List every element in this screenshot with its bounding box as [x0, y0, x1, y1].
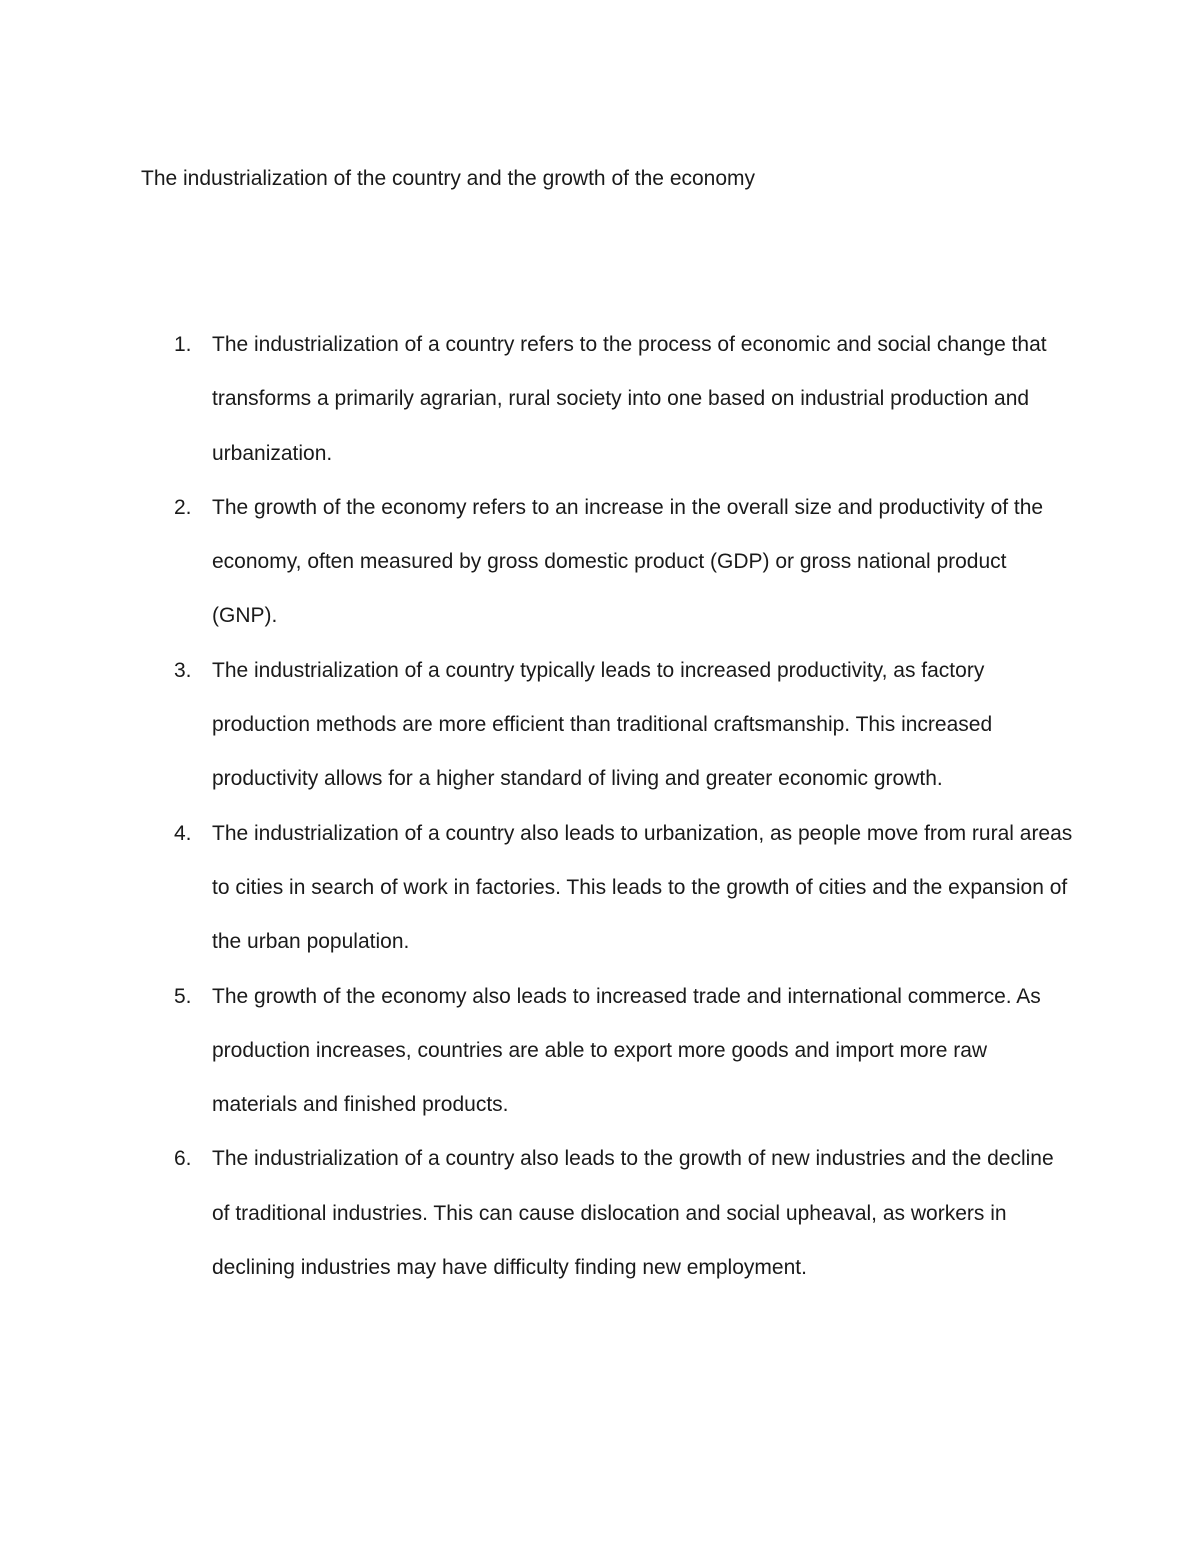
list-item-number: 3.	[174, 658, 192, 682]
list-item	[174, 1132, 1074, 1295]
list-item-number: 4.	[174, 821, 192, 845]
list-item-text: The growth of the economy refers to an increase in the overall size and productivity of the economy, often measured by gross domestic product (GDP) or gross national product (GNP).	[212, 495, 1044, 628]
list-item	[174, 318, 1074, 481]
list-item-text: The industrialization of a country also leads to the growth of new industries and the decline of traditional industries. This can cause dislocation and social upheaval, as workers in declining industries may have difficulty finding new employment.	[212, 1147, 1054, 1280]
list-item-number: 5.	[174, 984, 192, 1008]
list-item	[174, 970, 1074, 1133]
numbered-list	[174, 318, 1074, 1295]
list-item	[174, 644, 1074, 807]
list-item-text: The growth of the economy also leads to increased trade and international commerce. As production increases, countries are able to export more goods and import more raw materials and finished products.	[212, 984, 1041, 1117]
list-item-number: 2.	[174, 495, 192, 519]
list-item-text: The industrialization of a country refers to the process of economic and social change that transforms a primarily agrarian, rural society into one based on industrial production and urbanization.	[212, 333, 1047, 465]
list-item-text: The industrialization of a country typically leads to increased productivity, as factory production methods are more efficient than traditional craftsmanship. This increased productivity allows for a higher standard of living and greater economic growth.	[212, 658, 993, 791]
list-item	[174, 807, 1074, 970]
list-item	[174, 481, 1074, 644]
list-item-number: 1.	[174, 333, 192, 356]
list-item-text: The industrialization of a country also leads to urbanization, as people move from rural areas to cities in search of work in factories. This leads to the growth of cities and the expansion of the urban population.	[212, 821, 1073, 954]
document-title: The industrialization of the country and the growth of the economy	[141, 167, 756, 190]
list-item-number: 6.	[174, 1147, 192, 1171]
